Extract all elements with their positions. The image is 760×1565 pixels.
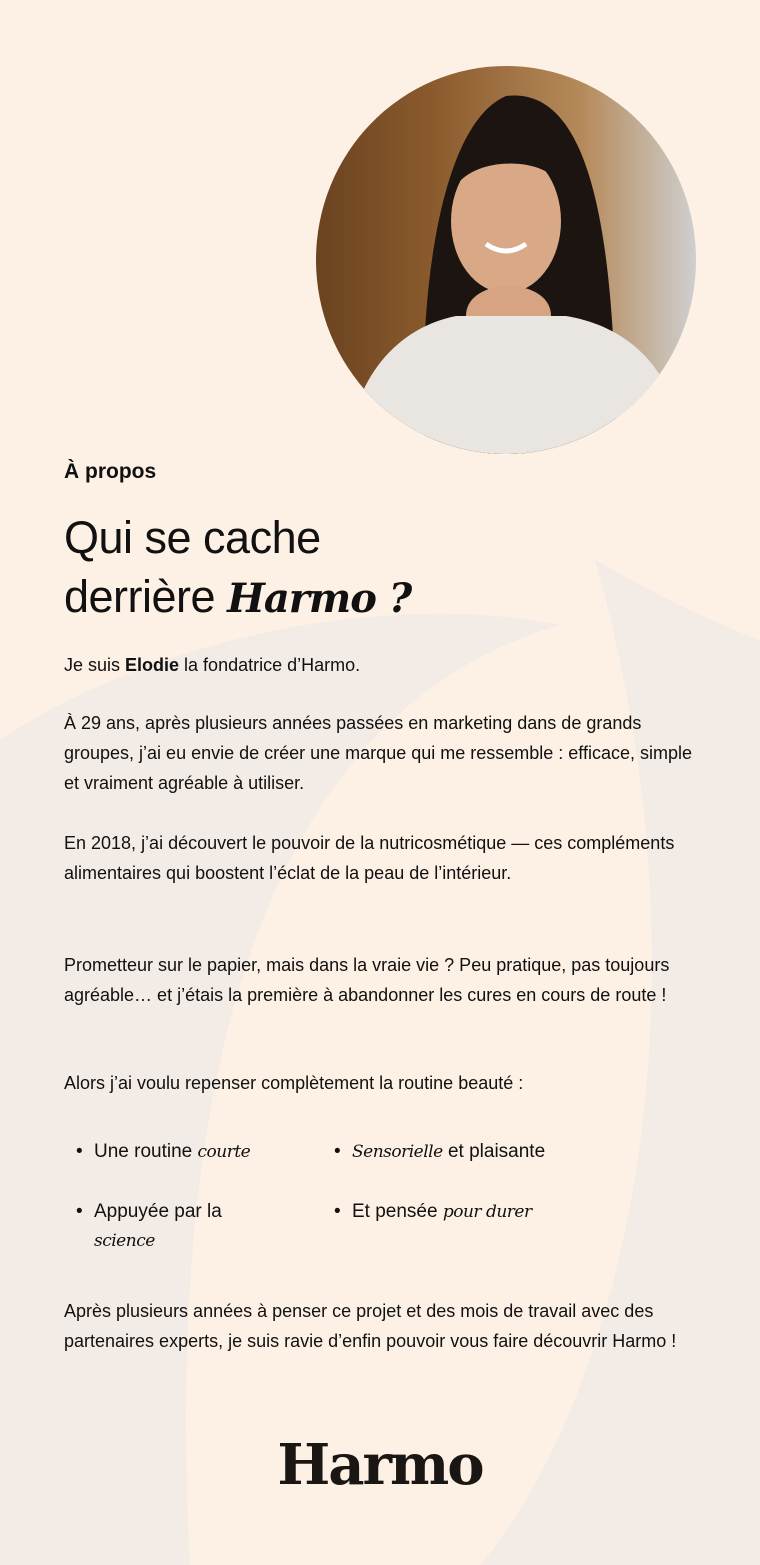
list-item: • Sensorielle et plaisante (334, 1137, 594, 1167)
intro-prefix: Je suis (64, 655, 126, 675)
list-item: • Une routine courte (76, 1137, 276, 1167)
title-line2: derrière (64, 571, 228, 622)
title-brand: Harmo ? (227, 575, 412, 622)
paragraph: Alors j’ai voulu repenser complètement la routine beauté : (64, 1073, 524, 1093)
founder-photo (316, 66, 696, 454)
harmo-logo: Harmo (277, 1432, 483, 1498)
paragraph: Prometteur sur le papier, mais dans la vraie vie ? Peu pratique, pas toujours agréable… et j’étais la première à abandonner les cures en cours de route ! (64, 955, 670, 1005)
intro-paragraph (64, 650, 704, 680)
page-title (64, 508, 411, 628)
paragraph: En 2018, j’ai découvert le pouvoir de la nutricosmétique — ces compléments alimentaires qui boostent l’éclat de la peau de l’intérieur. (64, 833, 675, 883)
list-item: • Et pensée pour durer (334, 1197, 594, 1227)
closing-paragraph: Après plusieurs années à penser ce projet et des mois de travail avec des partenaires experts, je suis ravie d’enfin pouvoir vous faire découvrir Harmo ! (64, 1301, 677, 1351)
section-eyebrow: À propos (64, 460, 157, 483)
paragraph: À 29 ans, après plusieurs années passées en marketing dans de grands groupes, j’ai eu envie de créer une marque qui me ressemble : efficace, simple et vraiment agréable à utiliser. (64, 713, 692, 793)
intro-suffix: la fondatrice d’Harmo. (179, 655, 361, 675)
list-item: • Appuyée par la science (76, 1197, 256, 1256)
title-line1: Qui se cache (64, 512, 321, 563)
founder-name: Elodie (125, 655, 180, 675)
